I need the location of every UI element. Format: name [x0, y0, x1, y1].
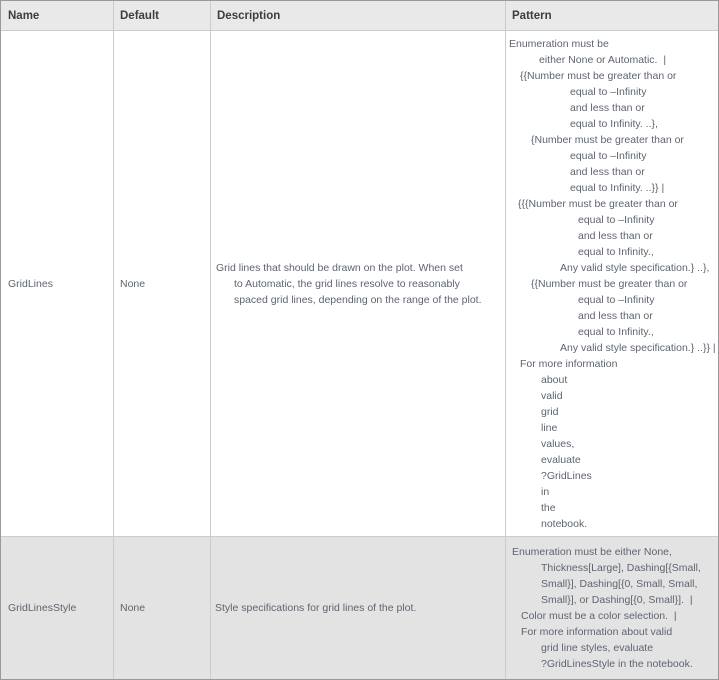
- description-line: spaced grid lines, depending on the range of the plot.: [234, 293, 482, 306]
- table-row-gridlinesstyle-pattern: [506, 537, 718, 679]
- column-header-pattern: [506, 1, 718, 31]
- pattern-line: equal to Infinity.,: [578, 325, 654, 338]
- pattern-line: Any valid style specification.} ..}} |: [560, 341, 716, 354]
- table-row-gridlinesstyle-description: [211, 537, 506, 679]
- pattern-line: equal to –Infinity: [578, 293, 655, 306]
- pattern-line: and less than or: [570, 101, 645, 114]
- pattern-line: equal to Infinity. ..}} |: [570, 181, 665, 194]
- column-header-name: [1, 1, 114, 31]
- table-row-gridlinesstyle-default: [114, 537, 211, 679]
- property-name: GridLinesStyle: [8, 602, 77, 614]
- pattern-line: notebook.: [541, 517, 588, 530]
- column-header-description-label: Description: [217, 9, 281, 22]
- property-default-value: None: [120, 602, 146, 614]
- pattern-line: equal to –Infinity: [578, 213, 655, 226]
- pattern-line: Small}], Dashing[{0, Small, Small,: [541, 578, 698, 590]
- property-name: GridLines: [8, 277, 53, 290]
- table-row-gridlines-default: [114, 31, 211, 537]
- pattern-line: and less than or: [578, 309, 653, 322]
- pattern-line: {{Number must be greater than or: [531, 277, 688, 290]
- pattern-line: values,: [541, 437, 575, 450]
- pattern-line: {{Number must be greater than or: [520, 69, 677, 82]
- pattern-line: in: [541, 485, 550, 498]
- column-header-name-label: Name: [8, 9, 40, 22]
- column-header-pattern-label: Pattern: [512, 9, 552, 22]
- pattern-line: equal to –Infinity: [570, 85, 647, 98]
- pattern-line: line: [541, 421, 558, 434]
- column-header-default-label: Default: [120, 9, 159, 22]
- pattern-line: either None or Automatic. |: [539, 53, 667, 66]
- pattern-line: Color must be a color selection. |: [521, 610, 677, 622]
- pattern-line: the: [541, 501, 556, 514]
- pattern-line: and less than or: [570, 165, 645, 178]
- pattern-line: ?GridLinesStyle in the notebook.: [541, 658, 693, 670]
- pattern-line: about: [541, 373, 568, 386]
- table-row-gridlines-description: [211, 31, 506, 537]
- pattern-line: grid line styles, evaluate: [541, 642, 654, 654]
- pattern-line: ?GridLines: [541, 469, 592, 482]
- property-default-value: None: [120, 277, 146, 290]
- description-line: Style specifications for grid lines of the plot.: [215, 602, 417, 614]
- table-row-gridlines-pattern: [506, 31, 718, 537]
- pattern-line: equal to –Infinity: [570, 149, 647, 162]
- pattern-line: For more information about valid: [521, 626, 673, 638]
- table-row-gridlines-name: [1, 31, 114, 537]
- table-row-gridlinesstyle-name: [1, 537, 114, 679]
- pattern-line: equal to Infinity.,: [578, 245, 654, 258]
- column-header-default: [114, 1, 211, 31]
- pattern-line: {{{Number must be greater than or: [518, 197, 678, 210]
- pattern-line: {Number must be greater than or: [531, 133, 684, 146]
- description-line: Grid lines that should be drawn on the plot. When set: [216, 261, 463, 274]
- pattern-line: Small}], or Dashing[{0, Small}]. |: [541, 594, 693, 606]
- pattern-line: Enumeration must be either None,: [512, 546, 672, 558]
- pattern-line: Enumeration must be: [509, 37, 609, 50]
- pattern-line: grid: [541, 405, 559, 418]
- pattern-line: Any valid style specification.} ..},: [560, 261, 710, 274]
- pattern-line: and less than or: [578, 229, 653, 242]
- pattern-line: valid: [541, 389, 563, 402]
- description-line: to Automatic, the grid lines resolve to reasonably: [234, 277, 460, 290]
- column-header-description: [211, 1, 506, 31]
- pattern-line: evaluate: [541, 453, 581, 466]
- pattern-line: Thickness[Large], Dashing[{Small,: [541, 562, 701, 574]
- pattern-line: For more information: [520, 357, 618, 370]
- pattern-line: equal to Infinity. ..},: [570, 117, 658, 130]
